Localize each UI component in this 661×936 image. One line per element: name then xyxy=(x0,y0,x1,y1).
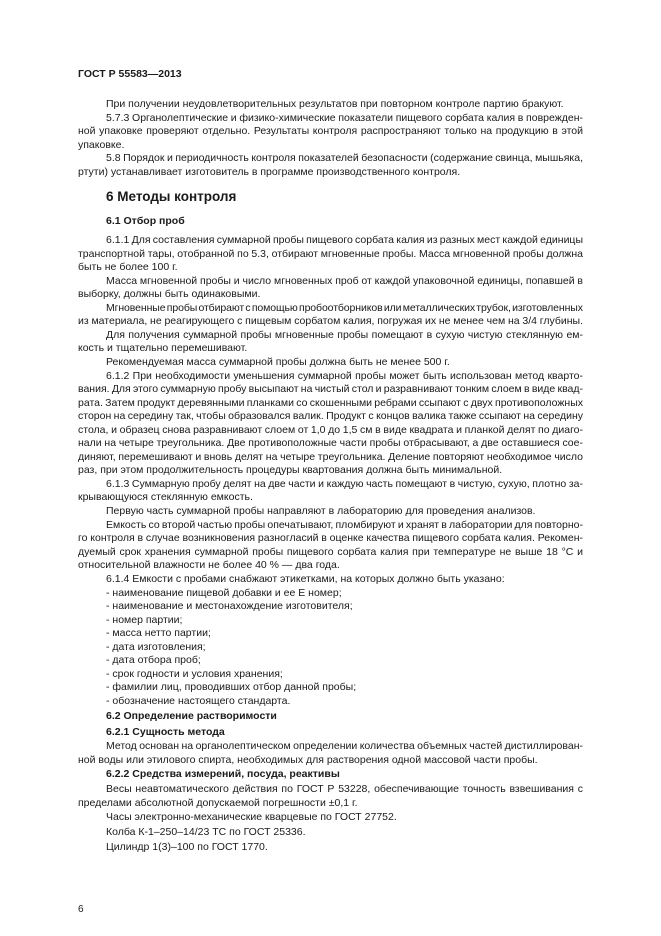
text-line xyxy=(106,112,583,125)
text-line-content: - фамилии лиц, проводивших отбор данной пробы; xyxy=(106,681,357,693)
text-line-content: - наименование пищевой добавки и ее Е номер; xyxy=(106,587,342,599)
section-heading xyxy=(106,726,583,739)
text-line-content: транспортной тары, отобранной по 5.3, отбирают мгновенные пробы. Масса мгновенной пробы должна xyxy=(78,248,583,260)
text-line-content: Цилиндр 1(3)–100 по ГОСТ 1770. xyxy=(106,841,268,853)
text-line xyxy=(106,152,583,165)
text-line-content: Мгновенные пробы отбирают с помощью пробоотборников или металлических трубок, изготовленных xyxy=(106,302,583,314)
text-line-content: - срок годности и условия хранения; xyxy=(106,668,283,680)
text-line-content: Часы электронно-механические кварцевые по ГОСТ 27752. xyxy=(106,811,397,823)
text-line-content: ной упаковке проверяют отдельно. Результаты контроля распространяют только на продукцию в этой xyxy=(78,125,583,137)
text-line xyxy=(106,668,583,681)
running-header: ГОСТ Р 55583—2013 xyxy=(78,68,182,80)
text-line xyxy=(78,754,583,767)
text-line xyxy=(106,98,583,111)
text-line xyxy=(78,383,583,396)
text-line xyxy=(78,288,583,301)
text-line xyxy=(78,464,583,477)
text-line xyxy=(106,234,583,247)
section-heading xyxy=(106,189,583,205)
text-line-content: 6.1 Отбор проб xyxy=(106,215,185,227)
text-line-content: кость и тщательно перемешивают. xyxy=(78,342,248,354)
text-line xyxy=(106,356,583,369)
text-line xyxy=(106,573,583,586)
text-line-content: - дата изготовления; xyxy=(106,641,206,653)
text-line-content: нали на четыре треугольника. Две противоположные части пробы отбрасывают, а две оставшиеся сое- xyxy=(78,437,583,449)
text-line-content: быть не более 100 г. xyxy=(78,261,178,273)
text-line xyxy=(106,681,583,694)
text-line xyxy=(106,695,583,708)
text-line-content: го контроля в случае возникновения разногласий в оценке качества пищевого сорбата калия. Рекомен- xyxy=(78,532,583,544)
text-line-content: упаковке. xyxy=(78,139,125,151)
text-line xyxy=(106,587,583,600)
text-line xyxy=(78,410,583,423)
text-line xyxy=(78,397,583,410)
text-line-content: ртути) устанавливает изготовитель в программе производственного контроля. xyxy=(78,166,461,178)
text-line-content: Масса мгновенной пробы и число мгновенных проб от каждой упаковочной единицы, попавшей в xyxy=(106,275,583,287)
text-line-content: - масса нетто партии; xyxy=(106,627,211,639)
text-line-content: раз, при этом продолжительность процедуры квартования должна быть минимальной. xyxy=(78,464,503,476)
text-line xyxy=(106,783,583,796)
text-line xyxy=(106,478,583,491)
text-line xyxy=(78,797,583,810)
text-line xyxy=(78,559,583,572)
text-line-content: выборку, должны быть одинаковыми. xyxy=(78,288,261,300)
text-line xyxy=(78,451,583,464)
text-line xyxy=(106,627,583,640)
text-line xyxy=(78,315,583,328)
text-line-content: 6.1.2 При необходимости уменьшения суммарной пробы может быть использован метод кварто- xyxy=(106,370,583,382)
text-line-content: крывающуюся стеклянную емкость. xyxy=(78,491,253,503)
text-line-content: 6 Методы контроля xyxy=(106,189,237,204)
section-heading xyxy=(106,710,583,723)
text-line xyxy=(78,139,583,152)
text-line xyxy=(106,302,583,315)
text-line-content: ной воды или этилового спирта, необходимых для растворения одной массовой части пробы. xyxy=(78,754,538,766)
page-number: 6 xyxy=(78,904,84,915)
text-line xyxy=(106,275,583,288)
text-line xyxy=(106,614,583,627)
text-line-content: - дата отбора проб; xyxy=(106,654,201,666)
text-line-content: Рекомендуемая масса суммарной пробы должна быть не менее 500 г. xyxy=(106,356,450,368)
text-line xyxy=(78,342,583,355)
text-line-content: - наименование и местонахождение изготовителя; xyxy=(106,600,353,612)
text-line-content: 6.2.1 Сущность метода xyxy=(106,726,225,738)
text-line-content: 5.8 Порядок и периодичность контроля показателей безопасности (содержание свинца, мышьяка, xyxy=(106,152,583,164)
text-line xyxy=(106,740,583,753)
text-line-content: рата. Затем продукт деревянными планками со скошенными ребрами ссыпают с двух противоположных xyxy=(78,397,583,409)
text-line-content: 6.1.4 Емкости с пробами снабжают этикетками, на которых должно быть указано: xyxy=(106,573,505,585)
text-line-content: Колба К-1–250–14/23 ТС по ГОСТ 25336. xyxy=(106,826,306,838)
text-line xyxy=(106,654,583,667)
text-line xyxy=(78,248,583,261)
text-line xyxy=(106,505,583,518)
text-line xyxy=(78,532,583,545)
text-line xyxy=(78,491,583,504)
text-line xyxy=(78,125,583,138)
text-line-content: - обозначение настоящего стандарта. xyxy=(106,695,291,707)
text-line-content: 6.2.2 Средства измерений, посуда, реактивы xyxy=(106,768,340,780)
text-line-content: Емкость со второй частью пробы опечатывают, пломбируют и хранят в лаборатории для повторно- xyxy=(106,519,583,531)
text-line-content: 6.1.1 Для составления суммарной пробы пищевого сорбата калия из разных мест каждой единицы xyxy=(106,234,583,246)
text-line xyxy=(106,826,583,839)
text-line xyxy=(106,519,583,532)
text-line-content: Для получения суммарной пробы мгновенные пробы помещают в сухую чистую стеклянную ем- xyxy=(106,329,583,341)
text-line xyxy=(78,261,583,274)
text-line xyxy=(78,424,583,437)
text-line-content: вания. Для этого суммарную пробу высыпают на чистый стол и разравнивают тонким слоем в виде квад- xyxy=(78,383,583,395)
text-line xyxy=(78,166,583,179)
text-line-content: дуемый срок хранения суммарной пробы пищевого сорбата калия при температуре не выше 18 °С и xyxy=(78,546,583,558)
text-line-content: стола, и образец снова разравнивают слоем от 1,0 до 1,5 см в виде квадрата и планкой делят по диаго- xyxy=(78,424,583,436)
text-line-content: При получении неудовлетворительных результатов при повторном контроле партию бракуют. xyxy=(106,98,564,110)
text-line xyxy=(78,546,583,559)
text-line xyxy=(106,811,583,824)
section-heading xyxy=(106,215,583,228)
text-line-content: 5.7.3 Органолептические и физико-химические показатели пищевого сорбата калия в поврежден- xyxy=(106,112,583,124)
text-line-content: относительной влажности не более 40 % — два года. xyxy=(78,559,340,571)
text-line xyxy=(106,329,583,342)
text-line-content: Весы неавтоматического действия по ГОСТ Р 53228, обеспечивающие точность взвешивания с xyxy=(106,783,583,795)
text-line-content: диняют, перемешивают и вновь делят на четыре треугольника. Деление повторяют необходимое число xyxy=(78,451,583,463)
text-line-content: 6.1.3 Суммарную пробу делят на две части и каждую часть помещают в чистую, сухую, плотно за- xyxy=(106,478,583,490)
text-line xyxy=(106,641,583,654)
text-line-content: Первую часть суммарной пробы направляют в лабораторию для проведения анализов. xyxy=(106,505,536,517)
text-line-content: пределами абсолютной допускаемой погрешности ±0,1 г. xyxy=(78,797,358,809)
text-line xyxy=(78,437,583,450)
text-line xyxy=(106,370,583,383)
text-line-content: - номер партии; xyxy=(106,614,183,626)
text-line xyxy=(106,841,583,854)
text-line-content: сторон на середину так, чтобы образовался валик. Продукт с концов валика также ссыпают на середину xyxy=(78,410,583,422)
text-line xyxy=(106,600,583,613)
text-line-content: Метод основан на органолептическом определении количества объемных частей дистиллирован- xyxy=(106,740,583,752)
section-heading xyxy=(106,768,583,781)
text-line-content: 6.2 Определение растворимости xyxy=(106,710,277,722)
text-line-content: из материала, не реагирующего с пищевым сорбатом калия, погружая их не менее чем на 3/4 глубины. xyxy=(78,315,583,327)
